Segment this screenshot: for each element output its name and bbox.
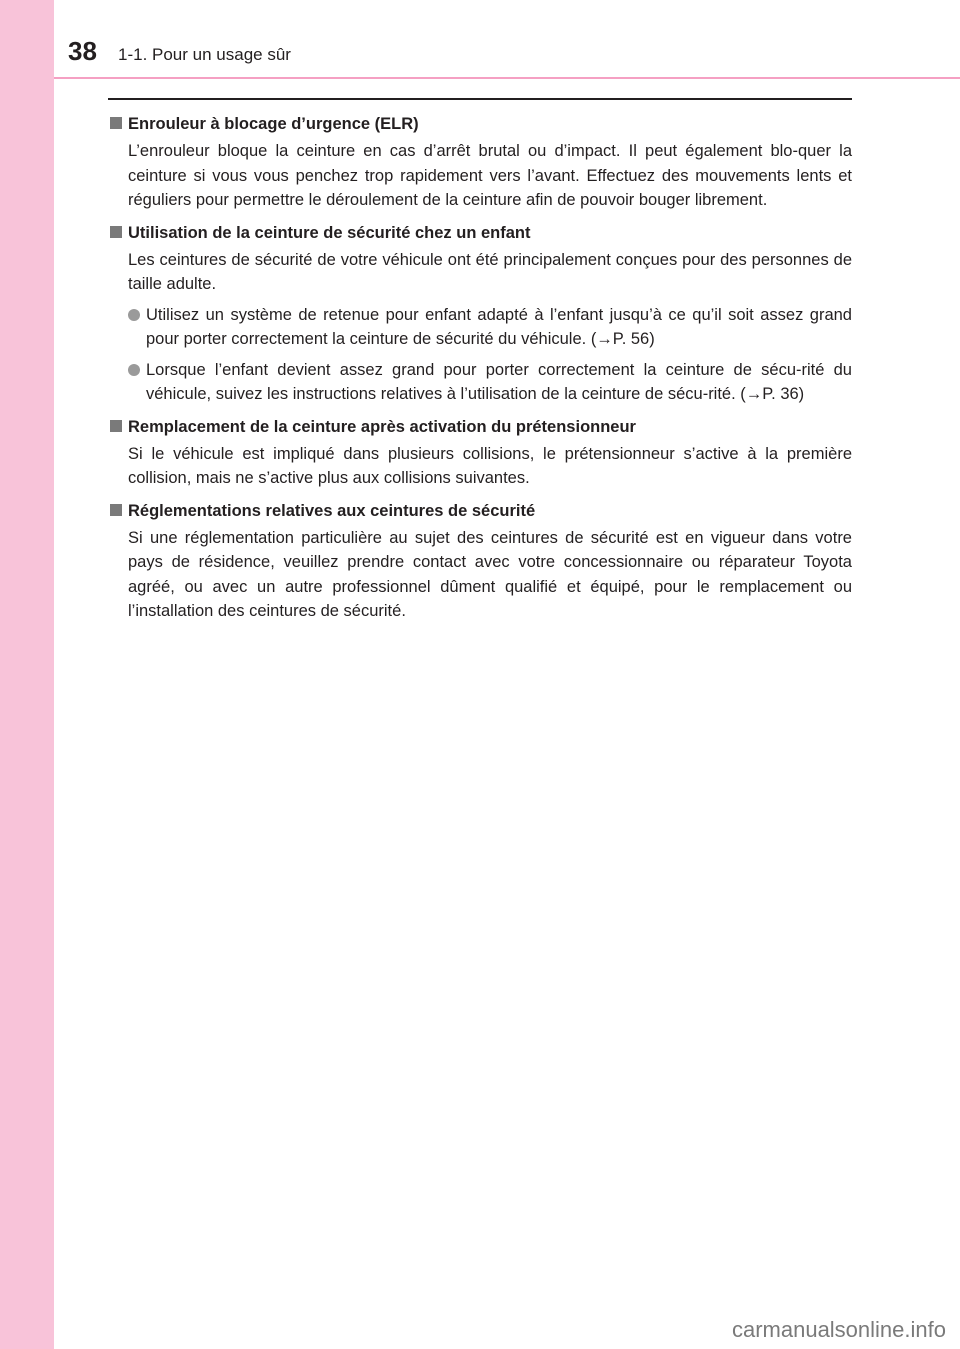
square-bullet-icon [110,504,122,516]
page-header [54,0,960,78]
info-block-pretensioner [110,415,852,491]
info-block-regulations [110,499,852,624]
block-heading [110,499,852,523]
square-bullet-icon [110,117,122,129]
square-bullet-icon [110,226,122,238]
block-heading [110,415,852,439]
block-paragraph: Si une réglementation particulière au sujet des ceintures de sécurité est en vigueur dans votre pays de résidence, veuillez prendre contact avec votre concessionnaire ou réparateur Toyota agréé, ou avec un autre professionnel dûment qualifié et équipé, pour le remplacement ou l’installation des ceintures de sécurité. [128,528,852,620]
section-title: 1-1. Pour un usage sûr [118,45,291,64]
square-bullet-icon [110,420,122,432]
circle-bullet-icon [128,364,140,376]
header-divider [54,77,960,79]
block-paragraph: Si le véhicule est impliqué dans plusieurs collisions, le prétensionneur s’active à la première collision, mais ne s’active plus aux collisions suivantes. [128,444,852,487]
block-paragraph: L’enrouleur bloque la ceinture en cas d’arrêt brutal ou d’impact. Il peut également blo-quer la ceinture si vous vous penchez trop rapidement vers l’avant. Effectuez des mouvements lents et réguliers pour permettre le déroulement de la ceinture afin de pouvoir bouger librement. [128,142,852,209]
list-item [128,358,852,407]
info-block-child-use [110,221,852,407]
page-content [110,112,852,632]
block-heading-text: Réglementations relatives aux ceintures de sécurité [128,501,536,520]
list-item-text: Lorsque l’enfant devient assez grand pour porter correctement la ceinture de sécu-rité du véhicule, suivez les instructions relatives à l’utilisation de la ceinture de sécu-rité. (→P. 36) [146,360,852,403]
watermark: carmanualsonline.info [731,1317,946,1342]
block-heading [110,112,852,136]
info-block-elr [110,112,852,213]
content-divider [108,98,852,100]
circle-bullet-icon [128,309,140,321]
side-tab-strip [0,0,54,1349]
block-heading-text: Remplacement de la ceinture après activation du prétensionneur [128,417,636,436]
list-item [128,303,852,352]
block-heading [110,221,852,245]
block-paragraph: Les ceintures de sécurité de votre véhicule ont été principalement conçues pour des personnes de taille adulte. [128,250,852,293]
block-heading-text: Enrouleur à blocage d’urgence (ELR) [128,115,419,133]
list-item-text: Utilisez un système de retenue pour enfant adapté à l’enfant jusqu’à ce qu’il soit assez grand pour porter correctement la ceinture de sécurité du véhicule. (→P. 56) [146,305,852,348]
page-number: 38 [68,36,97,66]
block-heading-text: Utilisation de la ceinture de sécurité chez un enfant [128,223,531,242]
